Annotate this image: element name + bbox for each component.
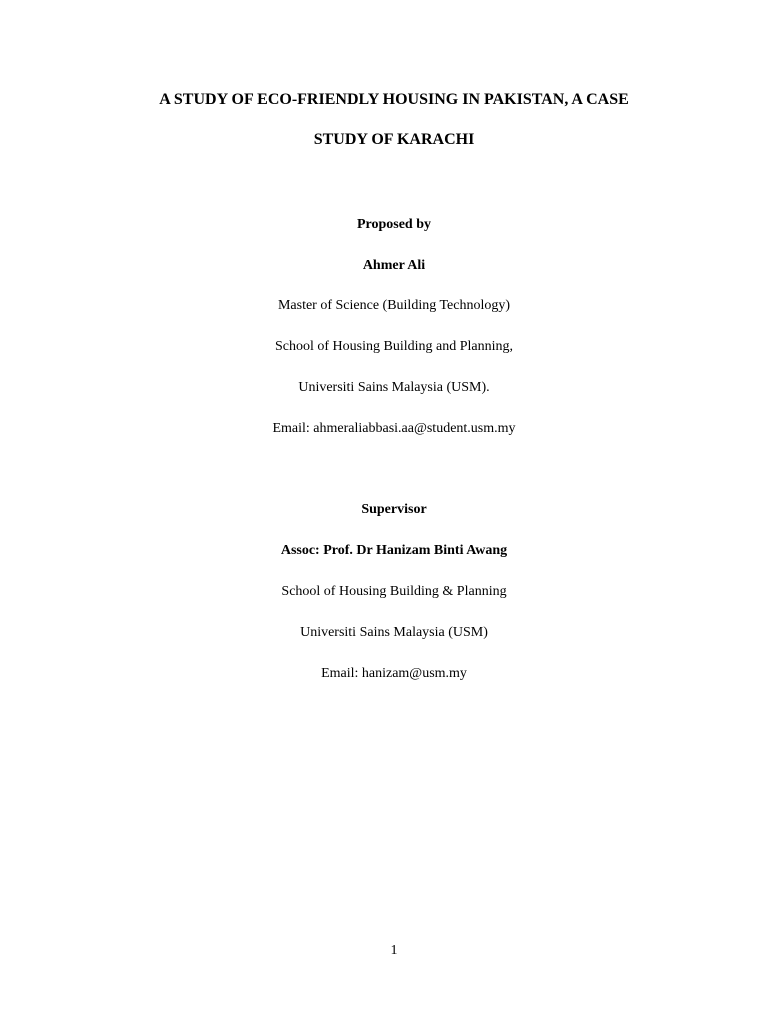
proposer-email: Email: ahmeraliabbasi.aa@student.usm.my <box>272 421 516 436</box>
title-line-1: A STUDY OF ECO-FRIENDLY HOUSING IN PAKISTAN, A CASE <box>159 91 629 108</box>
proposer-school: School of Housing Building and Planning, <box>275 339 513 354</box>
proposer-name: Ahmer Ali <box>362 258 426 273</box>
page-number: 1 <box>390 943 398 958</box>
proposed-by-heading: Proposed by <box>356 217 432 232</box>
supervisor-university: Universiti Sains Malaysia (USM) <box>300 625 488 640</box>
supervisor-heading: Supervisor <box>361 502 427 517</box>
proposer-university: Universiti Sains Malaysia (USM). <box>298 380 490 395</box>
proposer-degree: Master of Science (Building Technology) <box>277 298 511 313</box>
supervisor-school: School of Housing Building & Planning <box>281 584 507 599</box>
supervisor-email: Email: hanizam@usm.my <box>321 666 467 681</box>
title-line-2: STUDY OF KARACHI <box>313 131 475 148</box>
supervisor-name: Assoc: Prof. Dr Hanizam Binti Awang <box>280 543 508 558</box>
